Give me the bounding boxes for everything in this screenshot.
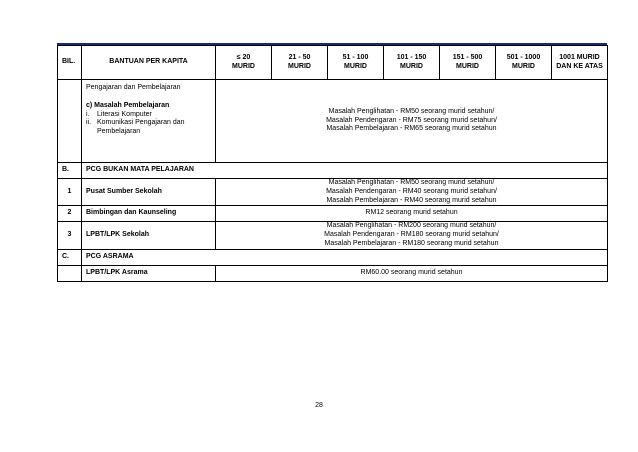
section-title: PCG BUKAN MATA PELAJARAN [82, 163, 608, 179]
header-col-2: 21 - 50 MURID [272, 46, 328, 80]
row-label-cell: Pusat Sumber Sekolah [82, 179, 216, 206]
header-col-3: 51 - 100 MURID [328, 46, 384, 80]
per-capita-table [57, 45, 608, 282]
rate-cell: RM60.00 seorang murid setahun [216, 265, 608, 281]
table-row [58, 265, 608, 281]
rate-cell: Masalah Penglihatan - RM50 seorang murid setahun/ Masalah Pendengaran - RM75 seorang murid setahun/ Masalah Pembelajaran - RM65 seorang murid setahun [216, 80, 608, 163]
subject-title: Pengajaran dan Pembelajaran [86, 84, 181, 91]
header-col-4: 101 - 150 MURID [384, 46, 440, 80]
list-item: ii. Komunikasi Pengajaran dan [86, 119, 185, 127]
page-number: 28 [315, 402, 323, 409]
header-col-7: 1001 MURID DAN KE ATAS [552, 46, 608, 80]
section-b-header [58, 163, 608, 179]
section-c-header [58, 249, 608, 265]
row-number-cell [58, 80, 82, 163]
rate-cell: Masalah Penglihatan - RM200 seorang murid setahun/ Masalah Pendengaran - RM180 seorang murid setahun/ Masalah Pembelajaran - RM180 seorang murid setahun [216, 222, 608, 249]
row-label-cell: Bimbingan dan Kaunseling [82, 206, 216, 222]
rate-cell: RM12 seorang murid setahun [216, 206, 608, 222]
table-row [58, 222, 608, 249]
section-code: C. [58, 249, 82, 265]
table-row [58, 179, 608, 206]
row-label-cell [82, 80, 216, 163]
header-bil: BIL. [58, 46, 82, 80]
table-row [58, 80, 608, 163]
row-number-cell: 1 [58, 179, 82, 206]
subject-subtitle: c) Masalah Pembelajaran [86, 101, 170, 109]
table-header-row [58, 46, 608, 80]
list-item: Pembelajaran [97, 128, 141, 135]
header-col-6: 501 - 1000 MURID [496, 46, 552, 80]
section-code: B. [58, 163, 82, 179]
section-title: PCG ASRAMA [82, 249, 608, 265]
rate-cell: Masalah Penglihatan - RM50 seorang murid setahun/ Masalah Pendengaran - RM40 seorang murid setahun/ Masalah Pembelajaran - RM40 seorang murid setahun [216, 179, 608, 206]
header-bantuan: BANTUAN PER KAPITA [82, 46, 216, 80]
header-col-5: 151 - 500 MURID [440, 46, 496, 80]
row-number-cell [58, 265, 82, 281]
subject-list [86, 111, 211, 137]
row-number-cell: 3 [58, 222, 82, 249]
list-item: i. Literasi Komputer [86, 110, 152, 118]
row-number-cell: 2 [58, 206, 82, 222]
table-row [58, 206, 608, 222]
header-col-1: ≤ 20 MURID [216, 46, 272, 80]
row-label-cell: LPBT/LPK Sekolah [82, 222, 216, 249]
row-label-cell: LPBT/LPK Asrama [82, 265, 216, 281]
